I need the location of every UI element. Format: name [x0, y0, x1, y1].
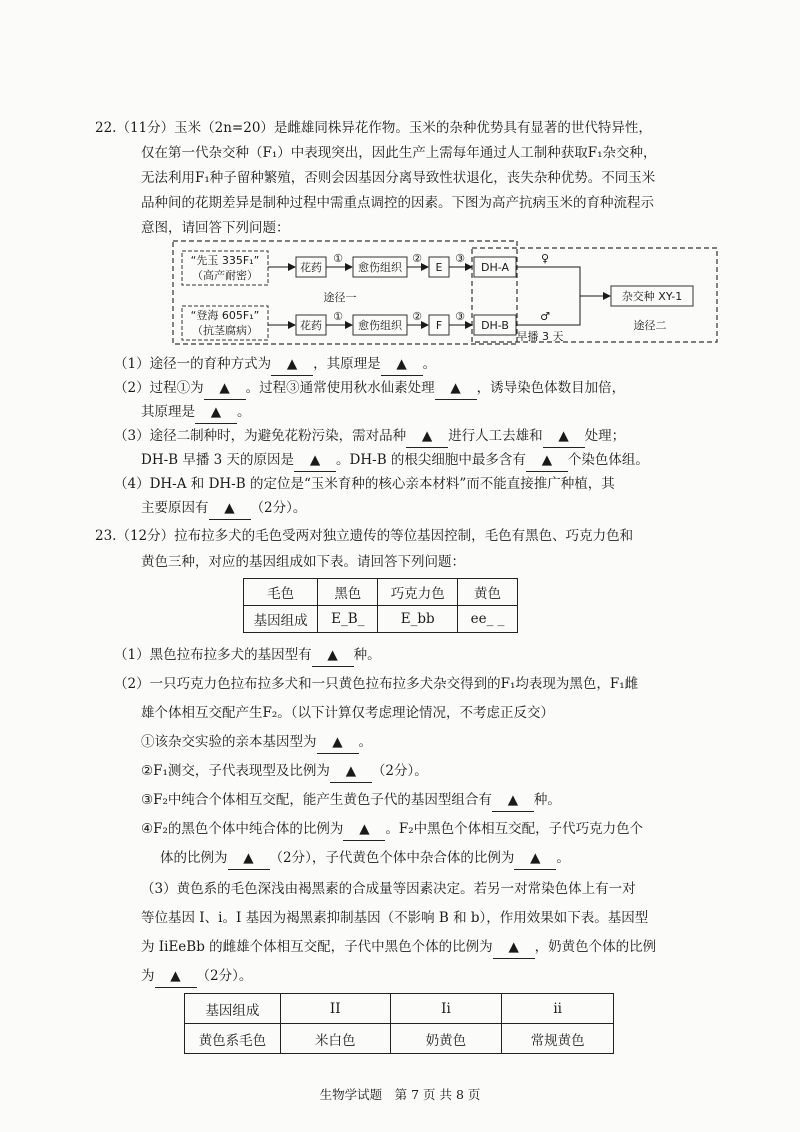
table-cell: 常规黄色: [502, 1024, 614, 1054]
table-cell: 黑色: [318, 579, 378, 606]
q23-sub2-part3: ③F₂中纯合个体相互交配，能产生黄色子代的基因型组合有 ▲ 种。: [141, 789, 561, 812]
q23-sub2: （2）一只巧克力色拉布拉多犬和一只黄色拉布拉多犬杂交得到的F₁均表现为黑色，F₁雌: [114, 676, 639, 692]
answer-blank[interactable]: ▲: [493, 936, 535, 959]
q23-sub3: （3）黄色系的毛色深浅由褐黑素的合成量等因素决定。若另一对常染色体上有一对: [141, 881, 636, 897]
q22-sub3: （3）途径二制种时，为避免花粉污染，需对品种 ▲ 进行人工去雄和 ▲ 处理；: [114, 425, 625, 448]
table-cell: 黄色: [458, 579, 518, 606]
route-two-label: 途径二: [633, 319, 667, 332]
q22-intro-line-1: 22.（11分）玉米（2n=20）是雌雄同株异花作物。玉米的杂种优势具有显著的世代特异性，: [95, 120, 652, 136]
table-cell: 黄色系毛色: [185, 1024, 281, 1054]
answer-blank[interactable]: ▲: [526, 449, 568, 472]
answer-blank[interactable]: ▲: [343, 818, 385, 841]
table-cell: ii: [502, 994, 614, 1024]
svg-text:F: F: [435, 319, 443, 332]
male-symbol: ♂: [540, 310, 550, 323]
q22-intro-line-4: 品种间的花期差异是制种过程中需重点调控的因素。下图为高产抗病玉米的育种流程示: [141, 195, 654, 211]
answer-blank[interactable]: ▲: [155, 965, 197, 988]
q23-sub2-part4-cont: 体的比例为 ▲ （2分），子代黄色个体中杂合体的比例为 ▲ 。: [160, 847, 570, 870]
source-a-trait: （高产耐密）: [192, 269, 258, 282]
answer-blank[interactable]: ▲: [312, 644, 354, 667]
svg-text:E: E: [435, 261, 443, 274]
svg-text:DH-A: DH-A: [481, 261, 509, 274]
coat-color-genotype-table: [243, 578, 518, 633]
svg-text:②: ②: [412, 310, 422, 323]
q23-sub2-part1: ①该杂交实验的亲本基因型为 ▲ 。: [141, 731, 372, 754]
svg-text:愈伤组织: 愈伤组织: [358, 261, 402, 274]
answer-blank[interactable]: ▲: [381, 353, 423, 376]
answer-blank[interactable]: ▲: [435, 377, 477, 400]
table-cell: 米白色: [280, 1024, 390, 1054]
q23-sub2-cont: 雄个体相互交配产生F₂。（以下计算仅考虑理论情况，不考虑正反交）: [141, 705, 555, 721]
q22-intro-line-3: 无法利用F₁种子留种繁殖，否则会因基因分离导致性状退化，丧失杂种优势。不同玉米: [141, 170, 656, 186]
answer-blank[interactable]: ▲: [204, 377, 246, 400]
table-cell: 巧克力色: [378, 579, 458, 606]
source-a-label: “先玉 335F₁”: [190, 254, 260, 267]
route-one-label: 途径一: [323, 291, 357, 304]
table-cell: Ii: [390, 994, 502, 1024]
answer-blank[interactable]: ▲: [317, 731, 359, 754]
answer-blank[interactable]: ▲: [492, 789, 534, 812]
q22-intro-line-2: 仅在第一代杂交种（F₁）中表现突出，因此生产上需每年通过人工制种获取F₁杂交种，: [141, 145, 657, 161]
answer-blank[interactable]: ▲: [406, 425, 448, 448]
table-cell: E_B_: [318, 606, 378, 633]
q23-sub3-line2: 等位基因 I、i。I 基因为褐黑素抑制基因（不影响 B 和 b），作用效果如下表。基因型: [141, 910, 649, 926]
q22-sub4: （4）DH-A 和 DH-B 的定位是“玉米育种的核心亲本材料”而不能直接推广种植，其: [114, 476, 615, 492]
answer-blank[interactable]: ▲: [294, 449, 336, 472]
q22-sub3-cont: DH-B 早播 3 天的原因是 ▲ 。DH-B 的根尖细胞中最多含有 ▲ 个染色体组。: [141, 449, 649, 472]
svg-text:②: ②: [412, 252, 422, 265]
q23-sub3-line3: 为 IiEeBb 的雌雄个体相互交配，子代中黑色个体的比例为 ▲ ，奶黄色个体的比例: [141, 936, 656, 959]
female-symbol: ♀: [540, 252, 550, 265]
svg-text:①: ①: [333, 310, 343, 323]
q22-sub4-cont: 主要原因有 ▲ （2分）。: [141, 497, 306, 520]
table-cell: II: [280, 994, 390, 1024]
svg-text:③: ③: [455, 310, 465, 323]
breeding-flow-diagram: [0, 0, 800, 350]
svg-text:花药: 花药: [300, 261, 322, 274]
answer-blank[interactable]: ▲: [271, 353, 313, 376]
table-cell: ee_ _: [458, 606, 518, 633]
source-b-trait: （抗茎腐病）: [192, 324, 258, 337]
answer-blank[interactable]: ▲: [195, 401, 237, 424]
answer-blank[interactable]: ▲: [543, 425, 585, 448]
svg-text:DH-B: DH-B: [481, 319, 509, 332]
answer-blank[interactable]: ▲: [209, 497, 251, 520]
table-cell: 基因组成: [244, 606, 318, 633]
q22-sub2-cont: 其原理是 ▲ 。: [141, 401, 251, 424]
q22-sub2: （2）过程①为 ▲ 。过程③通常使用秋水仙素处理 ▲ ，诱导染色体数目加倍，: [114, 377, 625, 400]
q23-sub2-part4: ④F₂的黑色个体中纯合体的比例为 ▲ 。F₂中黑色个体相互交配，子代巧克力色个: [141, 818, 643, 841]
svg-text:愈伤组织: 愈伤组织: [358, 319, 402, 332]
table-cell: 基因组成: [185, 994, 281, 1024]
q23-intro-line-2: 黄色三种，对应的基因组成如下表。请回答下列问题：: [141, 554, 465, 570]
table-cell: 奶黄色: [390, 1024, 502, 1054]
page-footer: 生物学试题 第 7 页 共 8 页: [319, 1087, 481, 1102]
q23-intro-line-1: 23.（12分）拉布拉多犬的毛色受两对独立遗传的等位基因控制，毛色有黑色、巧克力色和: [95, 528, 634, 544]
svg-text:①: ①: [333, 252, 343, 265]
answer-blank[interactable]: ▲: [228, 847, 270, 870]
svg-text:花药: 花药: [300, 319, 322, 332]
svg-text:③: ③: [455, 252, 465, 265]
early-sowing-label: 早播 3 天: [516, 330, 564, 343]
q23-sub1: （1）黑色拉布拉多犬的基因型有 ▲ 种。: [114, 644, 381, 667]
q22-sub1: （1）途径一的育种方式为 ▲ ，其原理是 ▲ 。: [114, 353, 436, 376]
q23-sub2-part2: ②F₁测交，子代表现型及比例为 ▲ （2分）。: [141, 760, 428, 783]
table-cell: 毛色: [244, 579, 318, 606]
source-b-label: “登海 605F₁”: [190, 309, 260, 322]
answer-blank[interactable]: ▲: [514, 847, 556, 870]
inhibitor-gene-table: [184, 993, 614, 1054]
table-cell: E_bb: [378, 606, 458, 633]
q22-intro-line-5: 意图，请回答下列问题：: [141, 220, 290, 236]
q23-sub3-line4: 为 ▲ （2分）。: [141, 965, 252, 988]
svg-text:杂交种 XY-1: 杂交种 XY-1: [621, 290, 683, 303]
answer-blank[interactable]: ▲: [330, 760, 372, 783]
